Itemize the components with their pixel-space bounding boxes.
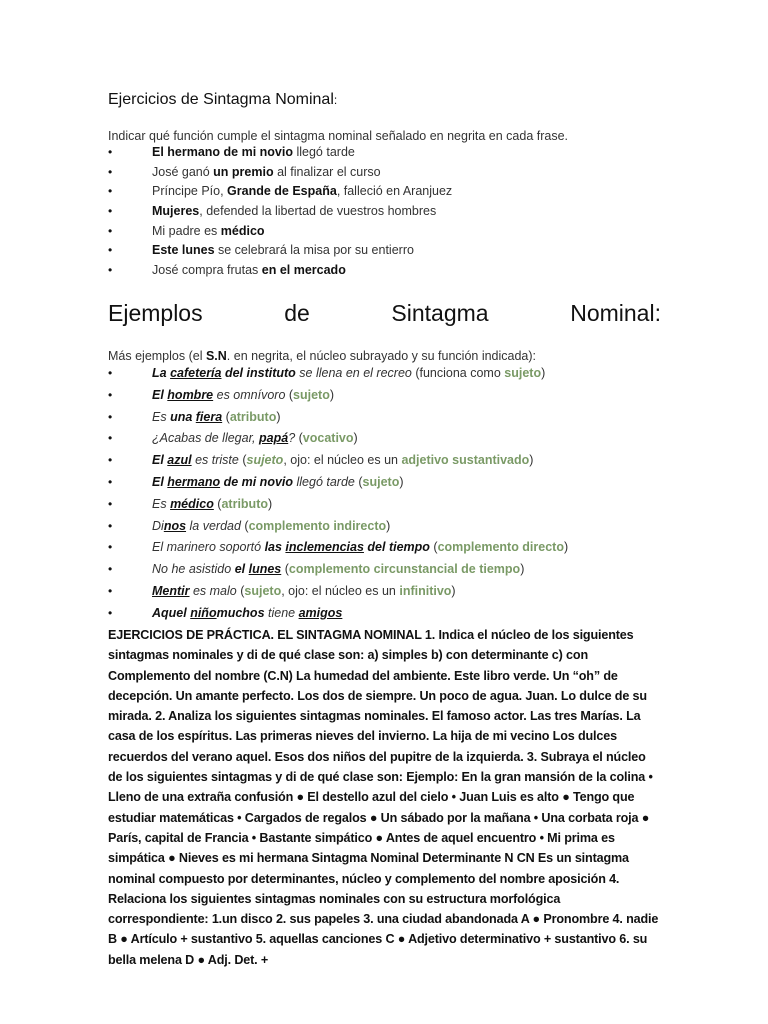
list-item bbox=[108, 581, 568, 603]
list-item bbox=[108, 537, 568, 559]
item-text: José compra frutas bbox=[152, 263, 262, 278]
note-text: , ojo: el núcleo es un bbox=[283, 453, 402, 468]
item-text: Mi padre es bbox=[152, 223, 221, 238]
bold-phrase: Grande de España bbox=[227, 184, 337, 199]
bold-phrase: Mujeres bbox=[152, 204, 200, 219]
list-item bbox=[108, 559, 568, 581]
list-item bbox=[108, 428, 568, 450]
paren-close: ) bbox=[329, 387, 335, 402]
bullet-icon: • bbox=[108, 409, 113, 424]
paren-open: ( bbox=[238, 453, 247, 468]
examples-heading-word: Ejemplos bbox=[108, 300, 203, 326]
noun-nucleus: fiera bbox=[195, 409, 223, 424]
noun-nucleus: médico bbox=[170, 496, 214, 511]
sentence-text: se llena en el recreo bbox=[295, 366, 412, 380]
noun-phrase: una bbox=[170, 409, 196, 424]
exercises-title-colon: : bbox=[333, 93, 338, 107]
list-item bbox=[108, 494, 568, 516]
noun-phrase: muchos bbox=[216, 605, 268, 620]
bullet-icon: • bbox=[108, 474, 113, 489]
noun-phrase: El bbox=[152, 453, 168, 468]
examples-heading-word: de bbox=[284, 300, 310, 326]
bullet-icon: • bbox=[108, 145, 113, 159]
noun-nucleus: inclemencias bbox=[285, 540, 364, 555]
noun-phrase: El bbox=[152, 387, 168, 402]
bullet-icon: • bbox=[108, 605, 113, 620]
function-label: vocativo bbox=[302, 431, 354, 446]
practice-paragraph: EJERCICIOS DE PRÁCTICA. EL SINTAGMA NOMINAL 1. Indica el núcleo de los siguientes sintagmas nominales y di de qué clase son: a) simples b) con determinante c) con Complemento del nombre (C.N) La humedad del ambiente. Este libro verde. Un “oh” de decepción. Un amante perfecto. Los dos de siempre. Un poco de agua. Juan. Lo dulce de su mirada. 2. Analiza los siguientes sintagmas nominales. El famoso actor. Las tres Marías. La casa de los espíritus. Las primeras nieves del invierno. La hija de mi vecino Los dulces recuerdos del verano aquel. Esos dos niños del pupitre de la izquierda. 3. Subraya el núcleo de los siguientes sintagmas y di de qué clase son: Ejemplo: En la gran mansión de la colina • Lleno de una extraña confusión ● El destello azul del cielo • Juan Luis es alto ● Tengo que estudiar matemáticas • Cargados de regalos ● Un sábado por la mañana • Una corbata roja ● París, capital de Francia • Bastante simpático ● Antes de aquel encuentro • Mi prima es simpática ● Nieves es mi hermana Sintagma Nominal Determinante N CN Es un sintagma nominal compuesto por determinantes, núcleo y complemento del nombre aposición 4. Relaciona los siguientes sintagmas nominales con su estructura morfológica correspondiente: 1.un disco 2. sus papeles 3. una ciudad abandonada A ● Pronombre 4. nadie B ● Artículo + sustantivo 5. aquellas canciones C ● Adjetivo determinativo + sustantivo 6. su bella melena D ● Adj. Det. + bbox=[108, 628, 659, 967]
item-text: se celebrará la misa por su entierro bbox=[214, 243, 414, 258]
bold-phrase: El hermano de mi novio bbox=[152, 145, 293, 159]
examples-list bbox=[108, 363, 568, 625]
paren-close: ) bbox=[353, 431, 358, 446]
noun-phrase: del tiempo bbox=[363, 540, 430, 555]
paren-open: ( bbox=[281, 562, 289, 577]
noun-phrase: Aquel bbox=[152, 605, 191, 620]
noun-nucleus: amigos bbox=[298, 605, 343, 620]
bullet-icon: • bbox=[108, 583, 113, 598]
list-item bbox=[108, 407, 568, 429]
function-label: sujeto bbox=[293, 387, 330, 402]
examples-intro bbox=[108, 349, 536, 363]
function-label: complemento indirecto bbox=[248, 518, 387, 533]
bold-phrase: un premio bbox=[213, 164, 274, 179]
examples-heading-word: Nominal: bbox=[570, 300, 661, 326]
sentence-text: El marinero soportó bbox=[152, 540, 265, 555]
bullet-icon: • bbox=[108, 164, 113, 179]
item-text: al finalizar el curso bbox=[273, 164, 381, 179]
sentence-text: es triste bbox=[191, 453, 239, 468]
noun-nucleus: Mentir bbox=[152, 583, 190, 598]
sentence-text: la verdad bbox=[186, 518, 241, 533]
list-item bbox=[108, 202, 452, 222]
list-item bbox=[108, 241, 452, 261]
item-text: llegó tarde bbox=[293, 145, 355, 159]
bullet-icon: • bbox=[108, 562, 113, 577]
paren-close: ) bbox=[563, 540, 569, 555]
bullet-icon: • bbox=[108, 518, 113, 533]
paren-open: ( bbox=[285, 387, 294, 402]
function-label: atributo bbox=[229, 409, 277, 424]
function-label: atributo bbox=[221, 496, 268, 511]
sentence-text: No he asistido bbox=[152, 562, 235, 577]
noun-nucleus: hermano bbox=[167, 474, 221, 489]
bullet-icon: • bbox=[108, 496, 113, 511]
noun-phrase: La bbox=[152, 366, 171, 380]
paren-close: ) bbox=[276, 409, 281, 424]
sentence-text: ¿Acabas de llegar, bbox=[152, 431, 260, 446]
noun-phrase: las bbox=[264, 540, 286, 555]
sentence-text: llegó tarde bbox=[293, 474, 355, 489]
exercises-list bbox=[108, 143, 452, 281]
list-item bbox=[108, 261, 452, 281]
item-text: , falleció en Aranjuez bbox=[336, 184, 453, 199]
bold-phrase: médico bbox=[220, 223, 265, 238]
bullet-icon: • bbox=[108, 223, 113, 238]
bullet-icon: • bbox=[108, 366, 113, 380]
noun-phrase: del instituto bbox=[221, 366, 296, 380]
list-item bbox=[108, 385, 568, 407]
paren-open: ( bbox=[213, 496, 222, 511]
paren-open: ( bbox=[236, 583, 245, 598]
item-text: , defended la libertad de vuestros hombres bbox=[199, 204, 437, 219]
function-label: complemento directo bbox=[437, 540, 564, 555]
function-label: complemento circunstancial de tiempo bbox=[288, 562, 521, 577]
item-text: José ganó bbox=[152, 164, 214, 179]
examples-intro-pre: Más ejemplos (el bbox=[108, 349, 206, 363]
sentence-text: es malo bbox=[189, 583, 237, 598]
exercises-title bbox=[108, 91, 337, 109]
bullet-icon: • bbox=[108, 453, 113, 468]
noun-nucleus: cafetería bbox=[170, 366, 222, 380]
list-item bbox=[108, 472, 568, 494]
bold-phrase: Este lunes bbox=[152, 243, 215, 258]
noun-phrase: de mi novio bbox=[220, 474, 294, 489]
list-item bbox=[108, 363, 568, 385]
paren-open: ( bbox=[222, 409, 230, 424]
sentence-text: Di bbox=[152, 518, 164, 533]
bullet-icon: • bbox=[108, 431, 113, 446]
exercises-instruction: Indicar qué función cumple el sintagma nominal señalado en negrita en cada frase. bbox=[108, 129, 569, 143]
item-text: Príncipe Pío, bbox=[152, 184, 228, 199]
bullet-icon: • bbox=[108, 387, 113, 402]
paren-open: ( bbox=[240, 518, 249, 533]
function-label: sujeto bbox=[362, 474, 400, 489]
list-item bbox=[108, 603, 568, 625]
function-label: sujeto bbox=[246, 453, 284, 468]
list-item bbox=[108, 182, 452, 202]
sentence-text: Es bbox=[152, 409, 171, 424]
bullet-icon: • bbox=[108, 540, 113, 555]
function-label: sujeto bbox=[244, 583, 282, 598]
paren-open: ( bbox=[295, 431, 303, 446]
paren-close: ) bbox=[399, 474, 404, 489]
noun-nucleus: papá bbox=[259, 431, 289, 446]
examples-heading bbox=[108, 300, 661, 327]
list-item bbox=[108, 163, 452, 183]
paren-open: (funciona como bbox=[411, 366, 505, 380]
sentence-text: es omnívoro bbox=[213, 387, 286, 402]
sentence-text: Es bbox=[152, 496, 171, 511]
paren-close: ) bbox=[451, 583, 456, 598]
exercises-title-text: Ejercicios de Sintagma Nominal bbox=[108, 91, 334, 108]
bullet-icon: • bbox=[108, 263, 113, 278]
function-label: infinitivo bbox=[399, 583, 452, 598]
noun-phrase: el bbox=[234, 562, 249, 577]
noun-nucleus: lunes bbox=[248, 562, 282, 577]
note-text: , ojo: el núcleo es un bbox=[281, 583, 400, 598]
list-item bbox=[108, 222, 452, 242]
bullet-icon: • bbox=[108, 184, 113, 199]
list-item bbox=[108, 450, 568, 472]
examples-intro-bold: S.N bbox=[205, 349, 227, 363]
paren-close: ) bbox=[541, 366, 546, 380]
paren-open: ( bbox=[429, 540, 438, 555]
list-item bbox=[108, 143, 452, 163]
bullet-icon: • bbox=[108, 204, 113, 219]
paren-close: ) bbox=[268, 496, 273, 511]
paren-open: ( bbox=[354, 474, 363, 489]
function-label: sujeto bbox=[504, 366, 542, 380]
noun-nucleus: niño bbox=[190, 605, 217, 620]
bullet-icon: • bbox=[108, 243, 113, 258]
paren-close: ) bbox=[529, 453, 534, 468]
noun-phrase: El bbox=[152, 474, 168, 489]
sentence-text: tiene bbox=[268, 605, 299, 620]
sentence-text: ? bbox=[288, 431, 296, 446]
noun-nucleus: azul bbox=[167, 453, 192, 468]
paren-close: ) bbox=[520, 562, 525, 577]
noun-nucleus: nos bbox=[163, 518, 187, 533]
bold-phrase: en el mercado bbox=[261, 263, 346, 278]
noun-nucleus: hombre bbox=[167, 387, 214, 402]
list-item bbox=[108, 516, 568, 538]
examples-heading-word: Sintagma bbox=[391, 300, 489, 326]
function-label: adjetivo sustantivado bbox=[401, 453, 530, 468]
paren-close: ) bbox=[386, 518, 391, 533]
examples-intro-post: . en negrita, el núcleo subrayado y su función indicada): bbox=[226, 349, 537, 363]
